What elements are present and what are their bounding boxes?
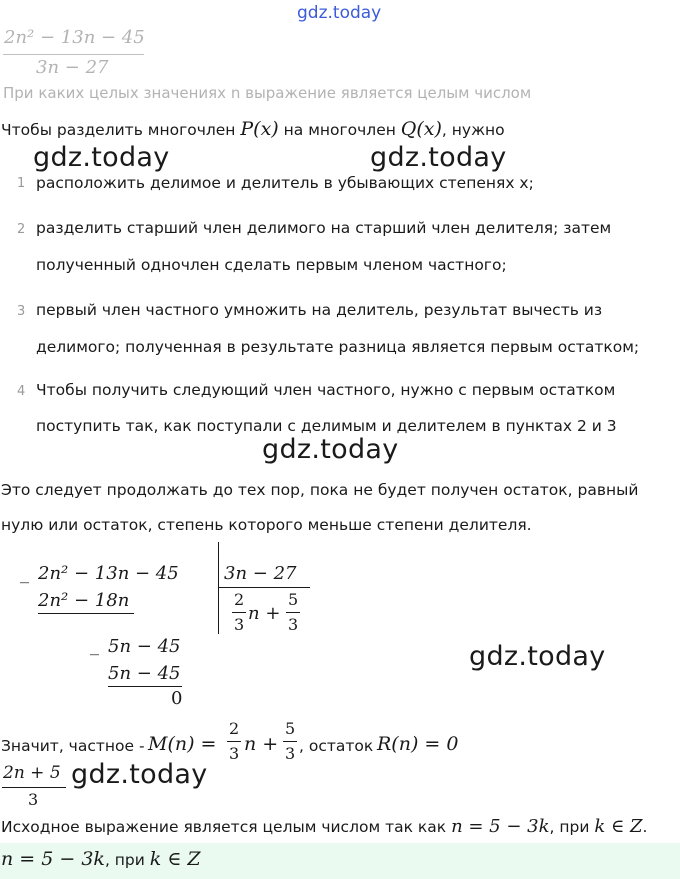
division-result: 0 — [171, 688, 183, 709]
step-number: 3 — [17, 304, 26, 319]
conclusion-plus: n + — [244, 733, 279, 755]
division-minus-1: _ — [20, 563, 29, 584]
watermark: gdz.today — [71, 759, 208, 790]
answer-k-in: k ∈ Z — [149, 848, 201, 870]
quotient-frac1-bar — [232, 612, 246, 613]
expr-numerator: 2n + 5 — [3, 763, 61, 783]
watermark: gdz.today — [262, 434, 399, 465]
final-k-in: k ∈ Z — [594, 816, 643, 837]
intro-text-2: на многочлен — [278, 121, 401, 139]
conclusion-remainder-text: , остаток — [299, 737, 374, 755]
watermark: gdz.today — [33, 142, 170, 173]
problem-fraction-bar — [3, 54, 144, 55]
watermark: gdz.today — [370, 142, 507, 173]
step-number: 4 — [17, 384, 26, 399]
division-subtract-1: 2n² − 18n — [38, 590, 130, 611]
quotient-frac2-num: 5 — [288, 590, 299, 609]
conclusion-frac2-den: 3 — [285, 744, 296, 763]
step-number: 2 — [17, 222, 26, 237]
quotient-frac1-num: 2 — [234, 590, 245, 609]
quotient-frac2-bar — [286, 612, 300, 613]
division-divisor: 3n − 27 — [224, 563, 297, 584]
division-dividend: 2n² − 13n − 45 — [38, 563, 179, 584]
conclusion-frac2-bar — [283, 741, 297, 742]
conclusion-frac1-bar — [227, 741, 241, 742]
poly-q: Q(x) — [400, 118, 442, 140]
step-line: расположить делимое и делитель в убывающих степенях x; — [36, 174, 534, 192]
conclusion-rn: R(n) = 0 — [377, 733, 459, 755]
step-line: первый член частного умножить на делитель, результат вычесть из — [36, 301, 603, 319]
division-bracket-horizontal — [218, 587, 310, 588]
final-formula: n = 5 − 3k — [451, 816, 550, 837]
conclusion-mn: M(n) = — [148, 733, 217, 755]
problem-question: При каких целых значениях n выражение является целым числом — [3, 84, 532, 102]
answer-middle: , при — [104, 851, 150, 869]
answer-line — [1, 848, 201, 870]
final-prefix: Исходное выражение является целым числом так как — [1, 818, 452, 836]
continue-line: Это следует продолжать до тех пор, пока не будет получен остаток, равный — [1, 481, 639, 499]
step-line: делимого; полученная в результате разница является первым остатком; — [36, 338, 640, 356]
expr-bar — [2, 787, 66, 788]
problem-fraction-numerator: 2n² − 13n − 45 — [4, 27, 145, 48]
final-middle: , при — [549, 818, 595, 836]
division-subtract-2: 5n − 45 — [108, 663, 181, 684]
intro-line — [1, 118, 505, 140]
step-line: разделить старший член делимого на старший член делителя; затем — [36, 219, 612, 237]
quotient-mid: n + — [248, 603, 281, 624]
answer-formula: n = 5 − 3k — [1, 848, 105, 870]
division-minus-2: _ — [90, 635, 99, 656]
division-underline-2 — [108, 686, 182, 687]
step-line: поступить так, как поступали с делимым и делителем в пунктах 2 и 3 — [36, 417, 617, 435]
conclusion-frac1-num: 2 — [229, 719, 240, 738]
division-remainder-1: 5n − 45 — [108, 636, 181, 657]
final-sentence — [1, 816, 647, 837]
step-number: 1 — [17, 176, 26, 191]
expr-denominator: 3 — [28, 790, 39, 809]
conclusion-frac2-num: 5 — [285, 719, 296, 738]
intro-text-1: Чтобы разделить многочлен — [1, 121, 241, 139]
quotient-frac2-den: 3 — [288, 615, 299, 634]
conclusion-frac1-den: 3 — [229, 744, 240, 763]
continue-line: нулю или остаток, степень которого меньше степени делителя. — [1, 516, 532, 534]
problem-fraction-denominator: 3n − 27 — [36, 57, 109, 78]
poly-p: P(x) — [240, 118, 279, 140]
quotient-frac1-den: 3 — [234, 615, 245, 634]
step-line: полученный одночлен сделать первым членом частного; — [36, 256, 507, 274]
intro-text-3: , нужно — [441, 121, 505, 139]
conclusion-prefix: Значит, частное - — [1, 737, 145, 755]
final-end: . — [642, 818, 648, 836]
step-line: Чтобы получить следующий член частного, нужно с первым остатком — [36, 381, 616, 399]
watermark: gdz.today — [469, 641, 606, 672]
header-watermark: gdz.today — [297, 3, 382, 23]
division-underline-1 — [38, 613, 134, 614]
